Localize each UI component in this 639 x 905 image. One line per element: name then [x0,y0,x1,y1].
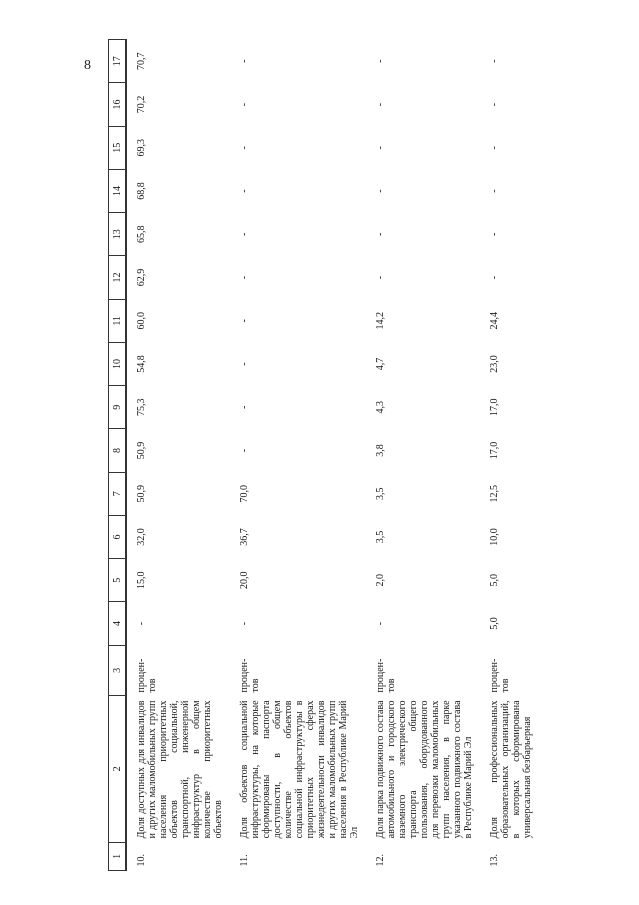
value-cell: - [375,189,386,193]
value-cell: 70,0 [239,485,250,503]
row-number: 10. [136,854,147,867]
value-cell: 12,5 [489,485,500,503]
value-cell: - [489,275,500,280]
value-cell: - [375,102,386,107]
value-cell: 60,0 [136,312,147,330]
value-cell: 5,0 [489,574,500,587]
column-header: 1 [109,842,127,870]
value-cell: 24,4 [489,312,500,330]
value-cell: - [239,319,250,323]
value-cell: 10,0 [489,528,500,546]
column-header: 4 [109,602,127,645]
value-cell: - [239,275,250,280]
value-cell: - [239,448,250,453]
value-cell: 65,8 [136,225,147,244]
table-row [366,40,480,871]
table-row [230,40,366,871]
table-row [480,40,539,871]
column-header: 9 [109,386,127,429]
indicator-name: Доля профессиональных образовательных организаций, в которых сформирована универсальная безбарьерная [489,700,533,839]
indicator-name: Доля объектов социальной инфраструктуры, на которые сформированы паспорта доступности, в общем количестве объектов социальной инфраструктуры в приоритетных сферах жизнедеятельности инвалидов и других маломобильных групп населения в Республике Марий Эл [239,700,360,839]
indicator-name: Доля доступных для инвалидов и других маломобильных групп населения приоритетных объектов социальной, транспортной, инженерной инфраструктур в общем количестве приоритетных объектов [136,700,224,839]
value-cell: 3,5 [375,530,386,544]
column-header: 17 [109,40,127,83]
column-header: 8 [109,429,127,472]
unit-cell: процен-тов [136,658,158,693]
column-header: 6 [109,515,127,558]
value-cell: - [136,621,147,626]
value-cell: 4,7 [375,357,386,371]
value-cell: 14,2 [375,312,386,330]
row-number: 11. [239,854,250,867]
column-header: 12 [109,256,127,299]
value-cell: - [375,146,386,150]
rotated-table-container [108,39,533,871]
column-header: 14 [109,169,127,212]
value-cell: - [239,59,250,63]
value-cell: 69,3 [136,139,147,157]
value-cell: 17,0 [489,398,500,417]
column-header: 15 [109,126,127,169]
column-header: 16 [109,83,127,126]
value-cell: 4,3 [375,401,386,414]
column-header: 10 [109,342,127,385]
value-cell: 62,9 [136,268,147,287]
value-cell: - [239,189,250,193]
value-cell: 3,8 [375,444,386,457]
value-cell: 23,0 [489,355,500,373]
column-header: 3 [109,645,127,695]
value-cell: 70,2 [136,95,147,114]
value-cell: - [489,102,500,107]
value-cell: - [489,189,500,193]
value-cell: - [239,405,250,409]
unit-cell: процен-тов [239,658,261,693]
value-cell: 5,0 [489,617,500,630]
value-cell: 50,9 [136,485,147,503]
table-row [126,40,230,871]
unit-cell: процен-тов [375,658,397,693]
value-cell: 32,0 [136,528,147,546]
value-cell: - [239,102,250,107]
value-cell: 36,7 [239,528,250,546]
value-cell: 50,9 [136,441,147,460]
indicators-table [108,39,539,871]
value-cell: - [489,146,500,150]
value-cell: 70,7 [136,52,147,70]
column-header: 13 [109,213,127,256]
indicator-name: Доля парка подвижного состава автомобильного и городского наземного электрического транспорта общего пользования, оборудованного для перевозки маломобильных групп населения, в парке указанного подвижного состава в Республике Марий Эл [375,700,474,839]
value-cell: - [239,621,250,626]
column-header: 11 [109,299,127,342]
value-cell: - [375,59,386,63]
value-cell: 15,0 [136,571,147,590]
value-cell: 54,8 [136,355,147,373]
value-cell: 20,0 [239,571,250,590]
page-number: 8 [84,58,91,73]
value-cell: - [239,232,250,236]
value-cell: - [375,275,386,280]
column-header: 2 [109,695,127,842]
row-number: 12. [375,854,386,867]
value-cell: - [239,362,250,366]
value-cell: 68,8 [136,182,147,200]
value-cell: - [489,59,500,63]
value-cell: 17,0 [489,441,500,460]
unit-cell: процен-тов [489,658,511,693]
value-cell: - [375,232,386,236]
value-cell: 3,5 [375,487,386,501]
value-cell: - [375,621,386,626]
column-header: 5 [109,559,127,602]
header-row [109,40,127,871]
value-cell: 75,3 [136,398,147,417]
value-cell: 2,0 [375,574,386,587]
row-number: 13. [489,854,500,867]
column-header: 7 [109,472,127,515]
value-cell: - [489,232,500,236]
value-cell: - [239,146,250,150]
